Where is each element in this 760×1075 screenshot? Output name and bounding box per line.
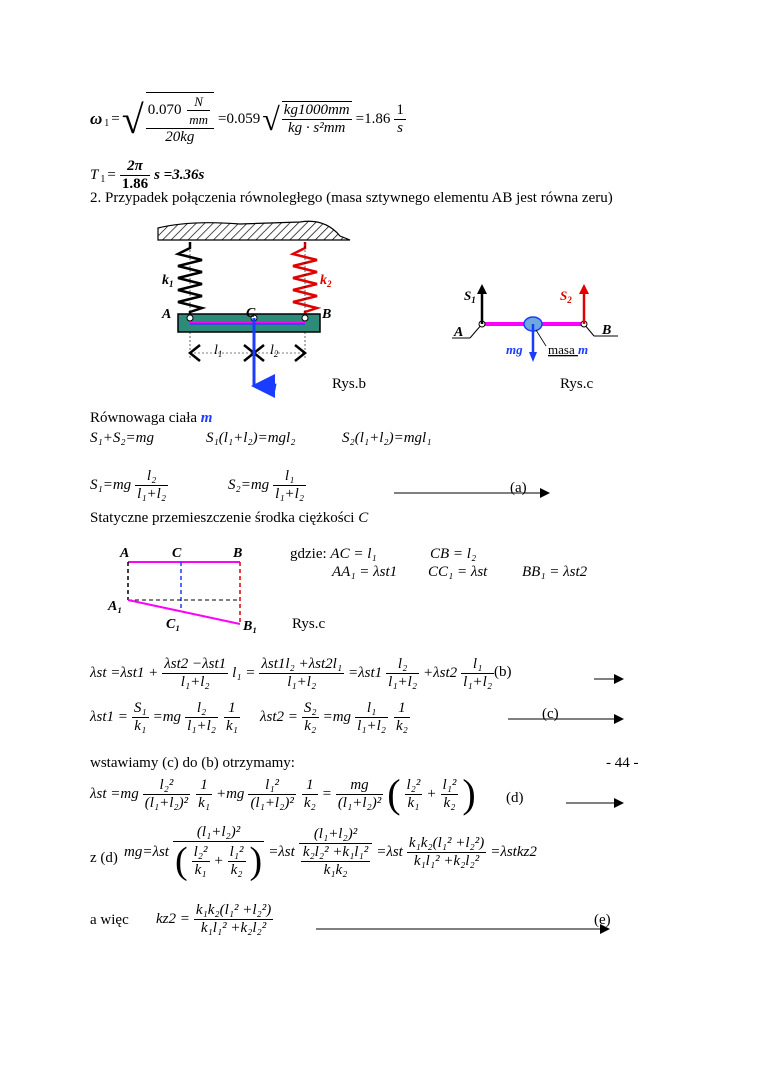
label-k2: $k_2$ bbox=[320, 273, 332, 289]
eq-d-d-den: k₂ bbox=[303, 794, 316, 811]
arrow-a bbox=[394, 486, 554, 500]
ceiling-hatch bbox=[158, 221, 350, 240]
gdzie-label: gdzie: bbox=[290, 546, 331, 562]
eq-d-d-num: 1 bbox=[302, 777, 318, 795]
eq-zd-b-den-num: k₂l₂² +k₁l₁² bbox=[302, 843, 369, 860]
eq-d-eq: = bbox=[321, 785, 332, 802]
period-equation: T $_1$ = $\frac{2\pi}{1.86}$ s =3.36s bbox=[90, 158, 205, 192]
eq-b-f4-den: l₁+l₂ bbox=[463, 674, 493, 690]
label-c1: C₁ bbox=[166, 617, 181, 632]
period-result: s =3.36s bbox=[154, 167, 205, 183]
section-2-heading: 2. Przypadek połączenia równoległego (masa sztywnego elementu AB jest równa zeru) bbox=[90, 190, 613, 206]
rownowaga-m: m bbox=[200, 410, 213, 426]
eq-b-f4-num: l₁ bbox=[461, 656, 494, 674]
eq-zd-frac-a: (l₁+l₂)² ( $\frac{\text{l₂²}}{\text{k₁}}$ + $\frac{\text{l₁²}}{\text{k₂}}$ ) bbox=[174, 824, 263, 882]
arrow-d bbox=[566, 796, 628, 810]
force-s2-head bbox=[579, 284, 589, 294]
eq-b-f1-den: l₁+l₂ bbox=[180, 674, 210, 690]
omega-unit-num: N bbox=[187, 93, 210, 111]
label-s1: $S_1$ bbox=[464, 288, 476, 305]
label-c: C bbox=[246, 306, 256, 321]
paren-close: ) bbox=[462, 771, 476, 816]
label-l2: $l_2$ bbox=[270, 343, 279, 359]
omega-den2: kg · s²mm bbox=[287, 120, 346, 136]
paren-open: ( bbox=[387, 771, 401, 816]
eq-c-b-num: l₂ bbox=[185, 700, 218, 718]
rownowaga-heading bbox=[90, 410, 212, 427]
figure-c-displacement bbox=[100, 542, 270, 634]
eq-c-d-num: S₂ bbox=[303, 700, 317, 716]
eq-d-plus: +mg bbox=[215, 785, 245, 802]
gdzie-bb: BB₁ = λst2 bbox=[522, 564, 588, 580]
eq-d-e-num: mg bbox=[336, 777, 383, 795]
eq-c-e-den: l₁+l₂ bbox=[357, 718, 386, 734]
pin-b bbox=[302, 315, 308, 321]
label-c: C bbox=[172, 546, 182, 561]
period-fraction bbox=[120, 158, 150, 193]
force-mg-head bbox=[529, 352, 537, 362]
eq-d-p-num2: l₁² bbox=[442, 776, 457, 793]
period-sub: 1 bbox=[100, 174, 106, 185]
eq-d-c-den: (l₁+l₂)² bbox=[250, 794, 294, 811]
eq-zd-a-den-n1: l₂² bbox=[193, 843, 208, 860]
label-b1: B₁ bbox=[243, 619, 258, 634]
omega-equation: ω $_1$ = √ 0.070 $\frac{N}{mm}$ 20kg =0.059 √ $\frac{kg1000mm}{\text{kg · s²mm}}$ =1.86 $\frac{1}{s}$ bbox=[90, 94, 404, 145]
eq-b-f2-num: λst1l₂ +λst2l₁ bbox=[261, 656, 343, 672]
figure-c-freebody bbox=[450, 280, 630, 370]
eq-d-e-den: (l₁+l₂)² bbox=[337, 794, 382, 811]
omega-unit-den: mm bbox=[189, 112, 208, 127]
omega-unit-frac bbox=[394, 102, 406, 137]
eq-e-den: k₁l₁² +k₂l₂² bbox=[200, 920, 267, 936]
eq-c-lhs2: λst2 = bbox=[260, 709, 298, 725]
omega-sub: 1 bbox=[104, 117, 110, 129]
eq-c-b-den: l₁+l₂ bbox=[187, 718, 216, 734]
tag-a: (a) bbox=[510, 480, 527, 496]
eq-zd-eq2: =λst bbox=[376, 843, 403, 860]
statyczne-heading bbox=[90, 510, 368, 527]
gdzie-ac: AC = l₁ bbox=[330, 546, 377, 562]
label-a: A bbox=[162, 307, 172, 322]
label-k1: $k_1$ bbox=[162, 273, 174, 289]
eq-c-f-num: 1 bbox=[394, 700, 410, 718]
rownowaga-text: Równowaga ciała bbox=[90, 410, 201, 426]
omega-den1: 20kg bbox=[165, 129, 195, 145]
fig-c2-caption: Rys.c bbox=[292, 616, 326, 632]
eq-b-f2-den: l₁+l₂ bbox=[287, 674, 317, 690]
omega-res-den: s bbox=[397, 119, 403, 136]
eq-d-p-den2: k₂ bbox=[443, 794, 456, 811]
eq-c-a-den: k₁ bbox=[134, 718, 147, 734]
fig-b-caption: Rys.b bbox=[332, 376, 366, 392]
s2-lhs: S₂=mg bbox=[228, 477, 270, 493]
eq-zd-rhs: =λstkz2 bbox=[490, 843, 537, 860]
label-s2: $S_2$ bbox=[560, 288, 572, 305]
period-den: 1.86 bbox=[121, 176, 149, 192]
line-a1b1 bbox=[128, 600, 240, 624]
omega-coef: =0.059 bbox=[218, 110, 261, 127]
eq-zd-a-den-d1: k₁ bbox=[194, 861, 207, 878]
page-number: - 44 - bbox=[606, 755, 639, 771]
eq-c-mg1: =mg bbox=[152, 709, 182, 725]
label-mg: mg bbox=[259, 379, 277, 394]
arrow-e bbox=[316, 922, 614, 936]
omega-fraction-1 bbox=[146, 92, 214, 146]
eq-b-mid2: =λst1 bbox=[348, 665, 383, 681]
eq-c-a-num: S₁ bbox=[133, 700, 147, 716]
eq-c-f-den: k₂ bbox=[395, 718, 408, 734]
period-num: 2π bbox=[120, 158, 150, 176]
eq-zd-b-den-den: k₁k₂ bbox=[323, 861, 348, 878]
omega-num1: 0.070 bbox=[147, 101, 182, 118]
eq-b-f3-den: l₁+l₂ bbox=[388, 674, 418, 690]
s1-lhs: S₁=mg bbox=[90, 477, 132, 493]
eq-d-a-num: l₂² bbox=[143, 777, 190, 795]
s2-equation bbox=[228, 468, 308, 503]
eq-b-f3-num: l₂ bbox=[386, 656, 419, 674]
label-l1: $l_1$ bbox=[214, 343, 223, 359]
eq-zd-a-num: (l₁+l₂)² bbox=[173, 824, 264, 842]
s2-num: l₁ bbox=[273, 468, 306, 486]
eq-zd-b-num: (l₁+l₂)² bbox=[299, 826, 372, 844]
eq-b-mid3: +λst2 bbox=[423, 665, 458, 681]
eq-b-mid1: l₁ = bbox=[232, 665, 256, 681]
eq-zd-a-den-d2: k₂ bbox=[230, 861, 243, 878]
eq-c-c-den: k₁ bbox=[225, 718, 238, 734]
figure-b bbox=[150, 218, 390, 398]
eq-c-e-num: l₁ bbox=[355, 700, 388, 718]
omega-num2: kg1000mm bbox=[283, 102, 350, 118]
s1-den: l₁+l₂ bbox=[137, 486, 167, 502]
eq-zd-a-den-n2: l₁² bbox=[229, 843, 244, 860]
eq-zd-lhs: mg=λst bbox=[124, 843, 169, 860]
s1-equation bbox=[90, 468, 170, 503]
gdzie-word bbox=[290, 546, 377, 563]
label-masa: masa m bbox=[548, 342, 589, 357]
eq-d-b-den: k₁ bbox=[198, 794, 210, 811]
eq-e-lhs: kz2 = bbox=[156, 911, 190, 927]
gdzie-aa: AA₁ = λst1 bbox=[332, 564, 398, 580]
label-b: B bbox=[602, 323, 612, 338]
omega-res-num: 1 bbox=[396, 101, 404, 118]
label-b: B bbox=[233, 546, 243, 561]
eq-d-b-num: 1 bbox=[196, 777, 212, 795]
equation-d: λst =mg $\frac{\text{l₂²}}{\text{(l₁+l₂)²}}$ $\frac{1}{\text{k₁}}$ +mg $\frac{\text{l₁²}}{\text{(l₁+l₂)²}}$ $\frac{1}{\text{k₂}}$ = $\frac{mg}{\text{(l₁+l₂)²}}$ ( $\frac{\text{l₂²}}{\text{k₁}}$ + $\frac{\text{l₁²}}{\text{k₂}}$ ) bbox=[90, 771, 476, 816]
eq-c-mg2: =mg bbox=[322, 709, 352, 725]
tag-c: (c) bbox=[542, 706, 559, 722]
label-a: A bbox=[120, 546, 130, 561]
equation-zd bbox=[124, 824, 537, 880]
omega-symbol: ω bbox=[90, 109, 103, 128]
wstawiamy-text: wstawiamy (c) do (b) otrzymamy: bbox=[90, 755, 295, 771]
fig-c-caption: Rys.c bbox=[560, 376, 594, 392]
statyczne-text: Statyczne przemieszczenie środka ciężkości bbox=[90, 510, 359, 526]
tag-b: (b) bbox=[494, 664, 512, 680]
s1-num: l₂ bbox=[135, 468, 168, 486]
eq-c-lhs1: λst1 = bbox=[90, 709, 128, 725]
eq-d-lhs: λst =mg bbox=[90, 785, 139, 802]
label-b: B bbox=[322, 307, 332, 322]
period-symbol: T bbox=[90, 167, 99, 183]
force-s1-head bbox=[477, 284, 487, 294]
label-a1: A₁ bbox=[108, 599, 123, 614]
eq-zd-eq1: =λst bbox=[268, 843, 295, 860]
eq-c-d-den: k₂ bbox=[304, 718, 317, 734]
arrow-b bbox=[594, 672, 626, 686]
equation-e bbox=[156, 902, 275, 937]
mass-leader bbox=[536, 330, 546, 346]
balance-eq-2: S₁(l₁+l₂)=mgl₂ bbox=[206, 430, 296, 446]
arrow-c bbox=[508, 712, 628, 726]
statyczne-c: C bbox=[358, 510, 369, 526]
gdzie-cc: CC₁ = λst bbox=[428, 564, 488, 580]
balance-eq-3: S₂(l₁+l₂)=mgl₁ bbox=[342, 430, 432, 446]
tag-d: (d) bbox=[506, 790, 524, 806]
omega-fraction-2 bbox=[282, 101, 352, 137]
eq-zd-c-den: k₁l₁² +k₂l₂² bbox=[413, 852, 480, 869]
eq-b-lhs: λst =λst1 + bbox=[90, 665, 159, 681]
gdzie-cb: CB = l₂ bbox=[430, 546, 477, 562]
eq-zd-c-num: k₁k₂(l₁² +l₂²) bbox=[408, 834, 485, 851]
equation-c-1 bbox=[90, 700, 242, 735]
equation-b bbox=[90, 656, 496, 691]
label-a: A bbox=[454, 325, 464, 340]
z-d-prefix: z (d) bbox=[90, 850, 118, 866]
eq-zd-frac-b bbox=[299, 826, 372, 879]
eq-c-c-num: 1 bbox=[224, 700, 240, 718]
sqrt-sign: √ bbox=[121, 96, 144, 142]
equation-c-2 bbox=[260, 700, 412, 735]
eq-e-num: k₁k₂(l₁² +l₂²) bbox=[195, 902, 272, 918]
eq-d-c-num: l₁² bbox=[248, 777, 295, 795]
pin-a bbox=[187, 315, 193, 321]
a-wiec-prefix: a więc bbox=[90, 912, 129, 928]
balance-eq-1: S₁+S₂=mg bbox=[90, 430, 155, 446]
eq-d-a-den: (l₁+l₂)² bbox=[144, 794, 189, 811]
sqrt-sign-2: √ bbox=[262, 100, 280, 137]
tag-e: (e) bbox=[594, 912, 611, 928]
omega-result: =1.86 bbox=[355, 110, 391, 127]
s2-den: l₁+l₂ bbox=[275, 486, 305, 502]
eq-b-f1-num: λst2 −λst1 bbox=[164, 656, 227, 672]
eq-d-p-num1: l₂² bbox=[406, 776, 421, 793]
label-mg: mg bbox=[506, 342, 523, 357]
eq-d-p-den1: k₁ bbox=[407, 794, 420, 811]
